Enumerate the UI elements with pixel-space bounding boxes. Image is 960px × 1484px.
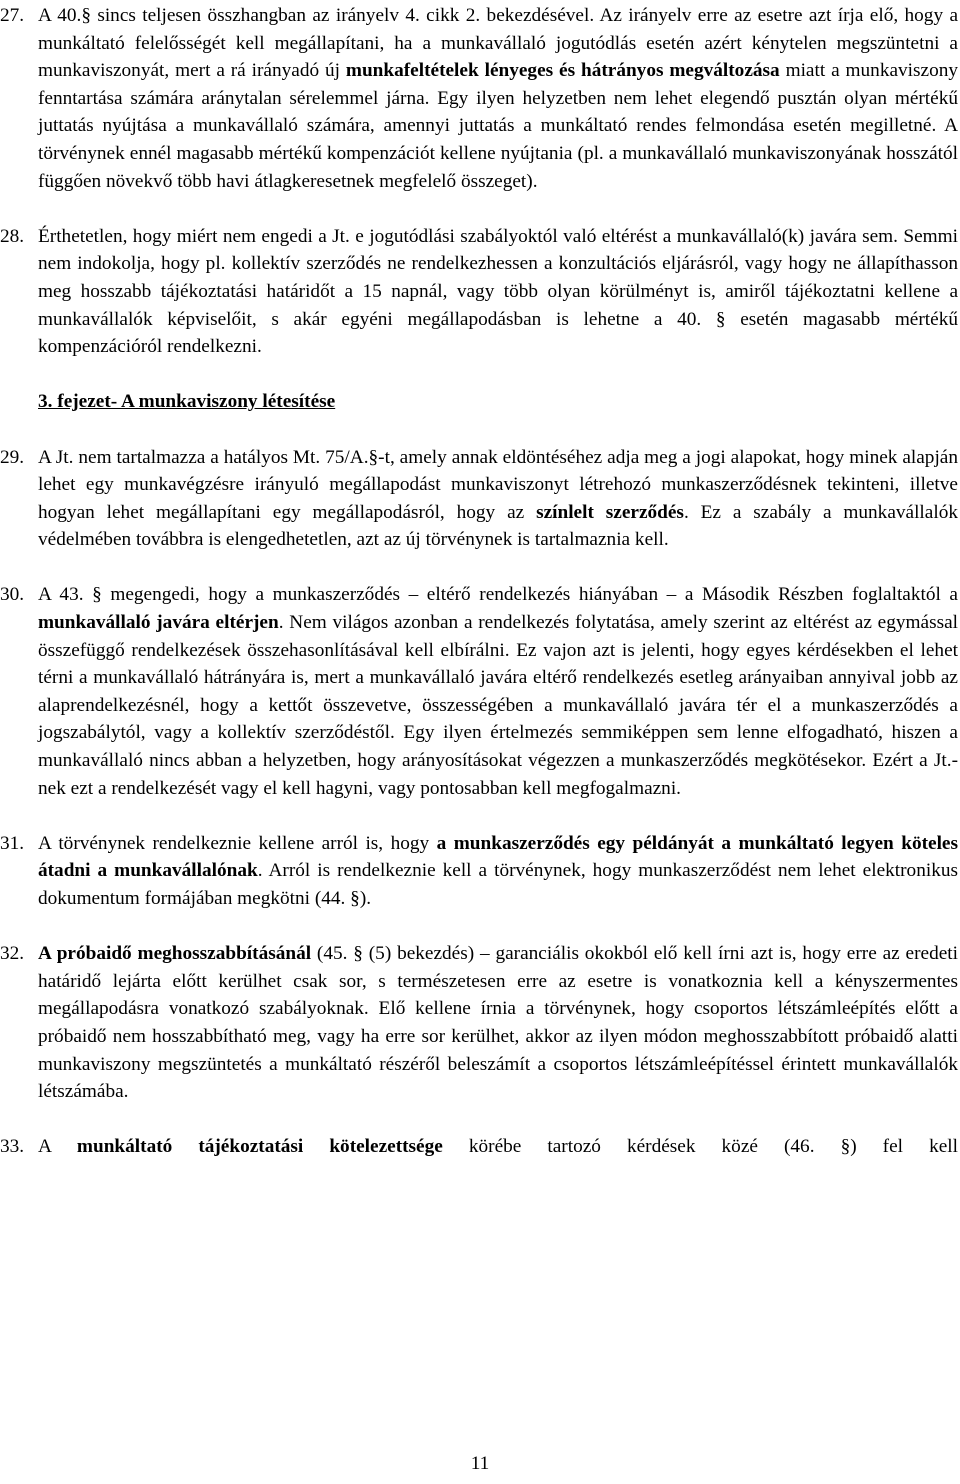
item-number: 31. [0, 832, 25, 854]
item-text: A Jt. nem tartalmazza a hatályos Mt. 75/A.§-t, amely annak eldöntéséhez adja meg a jogi alapokat, hogy minek alapján lehet egy munkavégzésre irányuló megállapodást munkaviszonyt létrehozó munkaszerződésnek tekinteni, illetve hogyan lehet megállapítani egy megállapodásról, hogy az színlelt szerződés. Ez a szabály a munkavállalók védelmében továbbra is elengedhetetlen, azt az új törvénynek is tartalmaznia kell. [38, 446, 958, 551]
item-text: Érthetetlen, hogy miért nem engedi a Jt. e jogutódlási szabályoktól való eltérést a munkavállaló(k) javára sem. Semmi nem indokolja, hogy pl. kollektív szerződés ne rendelkezhessen a konzultációs eljárásról, vagy hogy ne állapíthasson meg hosszabb tájékoztatási határidőt a 15 napnál, vagy több olyan körülményt is, amiről tájékoztatni kellene a munkavállalók képviselőit, s akár egyéni megállapodásban is lehetne a 40. § esetén magasabb mértékű kompenzációról rendelkezni. [38, 225, 958, 358]
item-number: 33. [0, 1136, 25, 1158]
page-number: 11 [470, 1453, 490, 1474]
item-text: A munkáltató tájékoztatási kötelezettsége körébe tartozó kérdések közé (46. §) fel kell [38, 1136, 958, 1158]
item-number: 27. [0, 5, 25, 26]
item-text: A 43. § megengedi, hogy a munkaszerződés – eltérő rendelkezés hiányában – a Második Részben foglaltaktól a munkavállaló javára eltérjen. Nem világos azonban a rendelkezés folytatása, amely szerint az eltérést az egymással összefüggő rendelkezések összehasonlításával kell elbírálni. Ez vajon azt is jelenti, hogy egyes kérdésekben el lehet térni a munkavállaló hátrányára is, mert a munkavállaló javára eltérő rendelkezés esetleg arányaiban annyival jobb az alaprendelkezésnél, hogy a kettőt összevetve, összességében a munkavállaló javára tér el a munkaszerződés a jogszabálytól, vagy a kollektív szerződéstől. Egy ilyen értelmezés semmiképpen sem lenne elfogadható, hiszen a munkavállaló nincs abban a helyzetben, hogy arányosításokat végezzen a munkaszerződés megkötésekor. Ezért a Jt.-nek ezt a rendelkezését vagy el kell hagyni, vagy pontosabban kell megfogalmazni. [38, 584, 958, 799]
item-number: 29. [0, 446, 25, 468]
item-27 [0, 2, 958, 195]
item-31 [0, 830, 958, 913]
item-number: 30. [0, 584, 25, 606]
item-30 [0, 581, 958, 802]
item-32 [0, 940, 958, 1106]
item-text: A próbaidő meghosszabbításánál (45. § (5) bekezdés) – garanciális okokból elő kell írni azt is, hogy erre az eredeti határidő lejárta előtt kerülhet csak sor, s természetesen erre az esetre is vonatkoznia kell a kényszermentes megállapodásra vonatkozó szabályoknak. Elő kellene írnia a törvénynek, hogy csoportos létszámleépítés előtt a próbaidő nem hosszabbítható meg, vagy ha erre sor kerülhet, akkor az ilyen módon meghosszabbított próbaidő alatti munkaviszony megszüntetés a munkáltató részéről beleszámít a csoportos létszámleépítéssel érintett munkavállalók létszámába. [38, 943, 958, 1103]
item-28 [0, 223, 958, 361]
item-text: A törvénynek rendelkeznie kellene arról is, hogy a munkaszerződés egy példányát a munkáltató legyen köteles átadni a munkavállalónak. Arról is rendelkeznie kell a törvénynek, hogy munkaszerződést nem lehet elektronikus dokumentum formájában megkötni (44. §). [38, 832, 958, 909]
item-29 [0, 444, 958, 554]
item-text: A 40.§ sincs teljesen összhangban az irányelv 4. cikk 2. bekezdésével. Az irányelv erre az esetre azt írja elő, hogy a munkáltató felelősségét kell megállapítani, ha a munkavállaló jogutódlás esetén azért kénytelen megszüntetni a munkaviszonyát, mert a rá irányadó új munkafeltételek lényeges és hátrányos megváltozása miatt a munkaviszony fenntartása számára aránytalan sérelemmel járna. Egy ilyen helyzetben nem lehet elegendő pusztán olyan mértékű juttatás nyújtása a munkavállaló számára, amennyi juttatás a munkáltató rendes felmondása esetén megilletné. A törvénynek ennél magasabb mértékű kompenzációt kellene nyújtania (pl. a munkavállaló munkaviszonyának hosszától függően növekvő több havi átlagkeresetnek megfelelő összeget). [38, 5, 958, 192]
chapter-heading: 3. fejezet- A munkaviszony létesítése [38, 391, 336, 413]
item-33 [0, 1133, 958, 1161]
item-number: 32. [0, 943, 25, 965]
item-number: 28. [0, 225, 25, 247]
document-page [0, 2, 958, 1161]
